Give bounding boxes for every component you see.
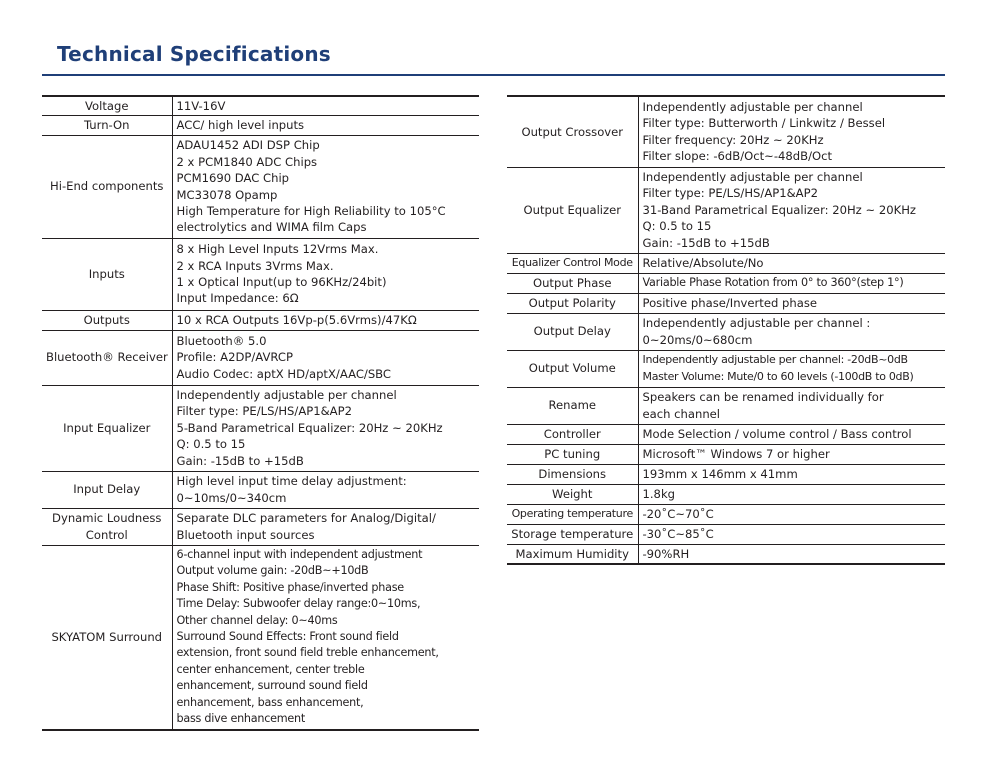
title-divider <box>42 74 945 76</box>
spec-label: SKYATOM Surround <box>42 545 172 730</box>
spec-value: Separate DLC parameters for Analog/Digital/ Bluetooth input sources <box>172 508 479 545</box>
spec-label: Maximum Humidity <box>507 544 638 564</box>
spec-value: 8 x High Level Inputs 12Vrms Max. 2 x RCA Inputs 3Vrms Max. 1 x Optical Input(up to 96KHz/24bit) Input Impedance: 6Ω <box>172 238 479 310</box>
spec-row-dynamic-loudness-control <box>42 508 479 545</box>
spec-label: PC tuning <box>507 444 638 464</box>
spec-row-operating-temperature <box>507 504 945 524</box>
spec-row-pc-tuning <box>507 444 945 464</box>
spec-row-equalizer-control-mode <box>507 253 945 273</box>
spec-row-skyatom-surround <box>42 545 479 730</box>
spec-value: Speakers can be renamed individually for each channel <box>638 387 945 424</box>
spec-value: Relative/Absolute/No <box>638 253 945 273</box>
spec-row-rename <box>507 387 945 424</box>
spec-value: Mode Selection / volume control / Bass control <box>638 424 945 444</box>
spec-label: Weight <box>507 484 638 504</box>
spec-row-output-phase <box>507 273 945 293</box>
spec-label: Input Delay <box>42 471 172 508</box>
spec-label: Turn-On <box>42 115 172 135</box>
spec-value: 11V-16V <box>172 96 479 115</box>
spec-row-outputs <box>42 310 479 330</box>
spec-row-storage-temperature <box>507 524 945 544</box>
spec-value: -20˚C~70˚C <box>638 504 945 524</box>
spec-table-right <box>507 95 945 565</box>
spec-value: Independently adjustable per channel: -20dB~0dB Master Volume: Mute/0 to 60 levels (-100dB to 0dB) <box>638 350 945 387</box>
spec-label: Voltage <box>42 96 172 115</box>
spec-row-voltage <box>42 96 479 115</box>
spec-label: Bluetooth® Receiver <box>42 330 172 385</box>
spec-label: Outputs <box>42 310 172 330</box>
spec-value: Microsoft™ Windows 7 or higher <box>638 444 945 464</box>
spec-value: Positive phase/Inverted phase <box>638 293 945 313</box>
spec-row-weight <box>507 484 945 504</box>
spec-row-output-volume <box>507 350 945 387</box>
spec-value: 193mm x 146mm x 41mm <box>638 464 945 484</box>
spec-value: High level input time delay adjustment: 0~10ms/0~340cm <box>172 471 479 508</box>
spec-label: Dimensions <box>507 464 638 484</box>
spec-label: Hi-End components <box>42 135 172 238</box>
spec-table-left <box>42 95 479 731</box>
spec-value: 6-channel input with independent adjustment Output volume gain: -20dB~+10dB Phase Shift: Positive phase/inverted phase Time Delay: Subwoofer delay range:0~10ms, Other channel delay: 0~40ms Surround Sound Effects: Front sound field extension, front sound field treble enhancement, center enhancement, center treble enhancement, surround sound field enhancement, bass enhancement, bass dive enhancement <box>172 545 479 730</box>
spec-value: -90%RH <box>638 544 945 564</box>
spec-value: 1.8kg <box>638 484 945 504</box>
spec-label: Storage temperature <box>507 524 638 544</box>
spec-label: Output Delay <box>507 313 638 350</box>
spec-row-dimensions <box>507 464 945 484</box>
spec-row-output-crossover <box>507 96 945 167</box>
spec-value: Variable Phase Rotation from 0° to 360°(step 1°) <box>638 273 945 293</box>
spec-label: Input Equalizer <box>42 385 172 471</box>
spec-row-maximum-humidity <box>507 544 945 564</box>
spec-label: Output Equalizer <box>507 167 638 253</box>
spec-value: Bluetooth® 5.0 Profile: A2DP/AVRCP Audio Codec: aptX HD/aptX/AAC/SBC <box>172 330 479 385</box>
spec-label: Rename <box>507 387 638 424</box>
spec-label: Output Volume <box>507 350 638 387</box>
spec-row-input-delay <box>42 471 479 508</box>
spec-value: -30˚C~85˚C <box>638 524 945 544</box>
spec-value: Independently adjustable per channel Filter type: Butterworth / Linkwitz / Bessel Filter frequency: 20Hz ~ 20KHz Filter slope: -6dB/Oct~-48dB/Oct <box>638 96 945 167</box>
spec-value: Independently adjustable per channel Filter type: PE/LS/HS/AP1&AP2 5-Band Parametrical Equalizer: 20Hz ~ 20KHz Q: 0.5 to 15 Gain: -15dB to +15dB <box>172 385 479 471</box>
spec-row-output-equalizer <box>507 167 945 253</box>
spec-label: Output Polarity <box>507 293 638 313</box>
spec-row-input-equalizer <box>42 385 479 471</box>
spec-row-output-polarity <box>507 293 945 313</box>
spec-row-output-delay <box>507 313 945 350</box>
spec-row-inputs <box>42 238 479 310</box>
spec-row-turn-on <box>42 115 479 135</box>
spec-label: Dynamic Loudness Control <box>42 508 172 545</box>
spec-value: 10 x RCA Outputs 16Vp-p(5.6Vrms)/47KΩ <box>172 310 479 330</box>
spec-value: Independently adjustable per channel : 0~20ms/0~680cm <box>638 313 945 350</box>
spec-value: ADAU1452 ADI DSP Chip 2 x PCM1840 ADC Chips PCM1690 DAC Chip MC33078 Opamp High Temperature for High Reliability to 105°C electrolytics and WIMA film Caps <box>172 135 479 238</box>
spec-label: Equalizer Control Mode <box>507 253 638 273</box>
spec-label: Output Crossover <box>507 96 638 167</box>
spec-value: Independently adjustable per channel Filter type: PE/LS/HS/AP1&AP2 31-Band Parametrical Equalizer: 20Hz ~ 20KHz Q: 0.5 to 15 Gain: -15dB to +15dB <box>638 167 945 253</box>
spec-row-bluetooth-receiver <box>42 330 479 385</box>
spec-row-hi-end-components <box>42 135 479 238</box>
spec-label: Operating temperature <box>507 504 638 524</box>
page-title: Technical Specifications <box>57 42 331 66</box>
spec-label: Output Phase <box>507 273 638 293</box>
spec-row-controller <box>507 424 945 444</box>
spec-value: ACC/ high level inputs <box>172 115 479 135</box>
spec-label: Inputs <box>42 238 172 310</box>
spec-label: Controller <box>507 424 638 444</box>
